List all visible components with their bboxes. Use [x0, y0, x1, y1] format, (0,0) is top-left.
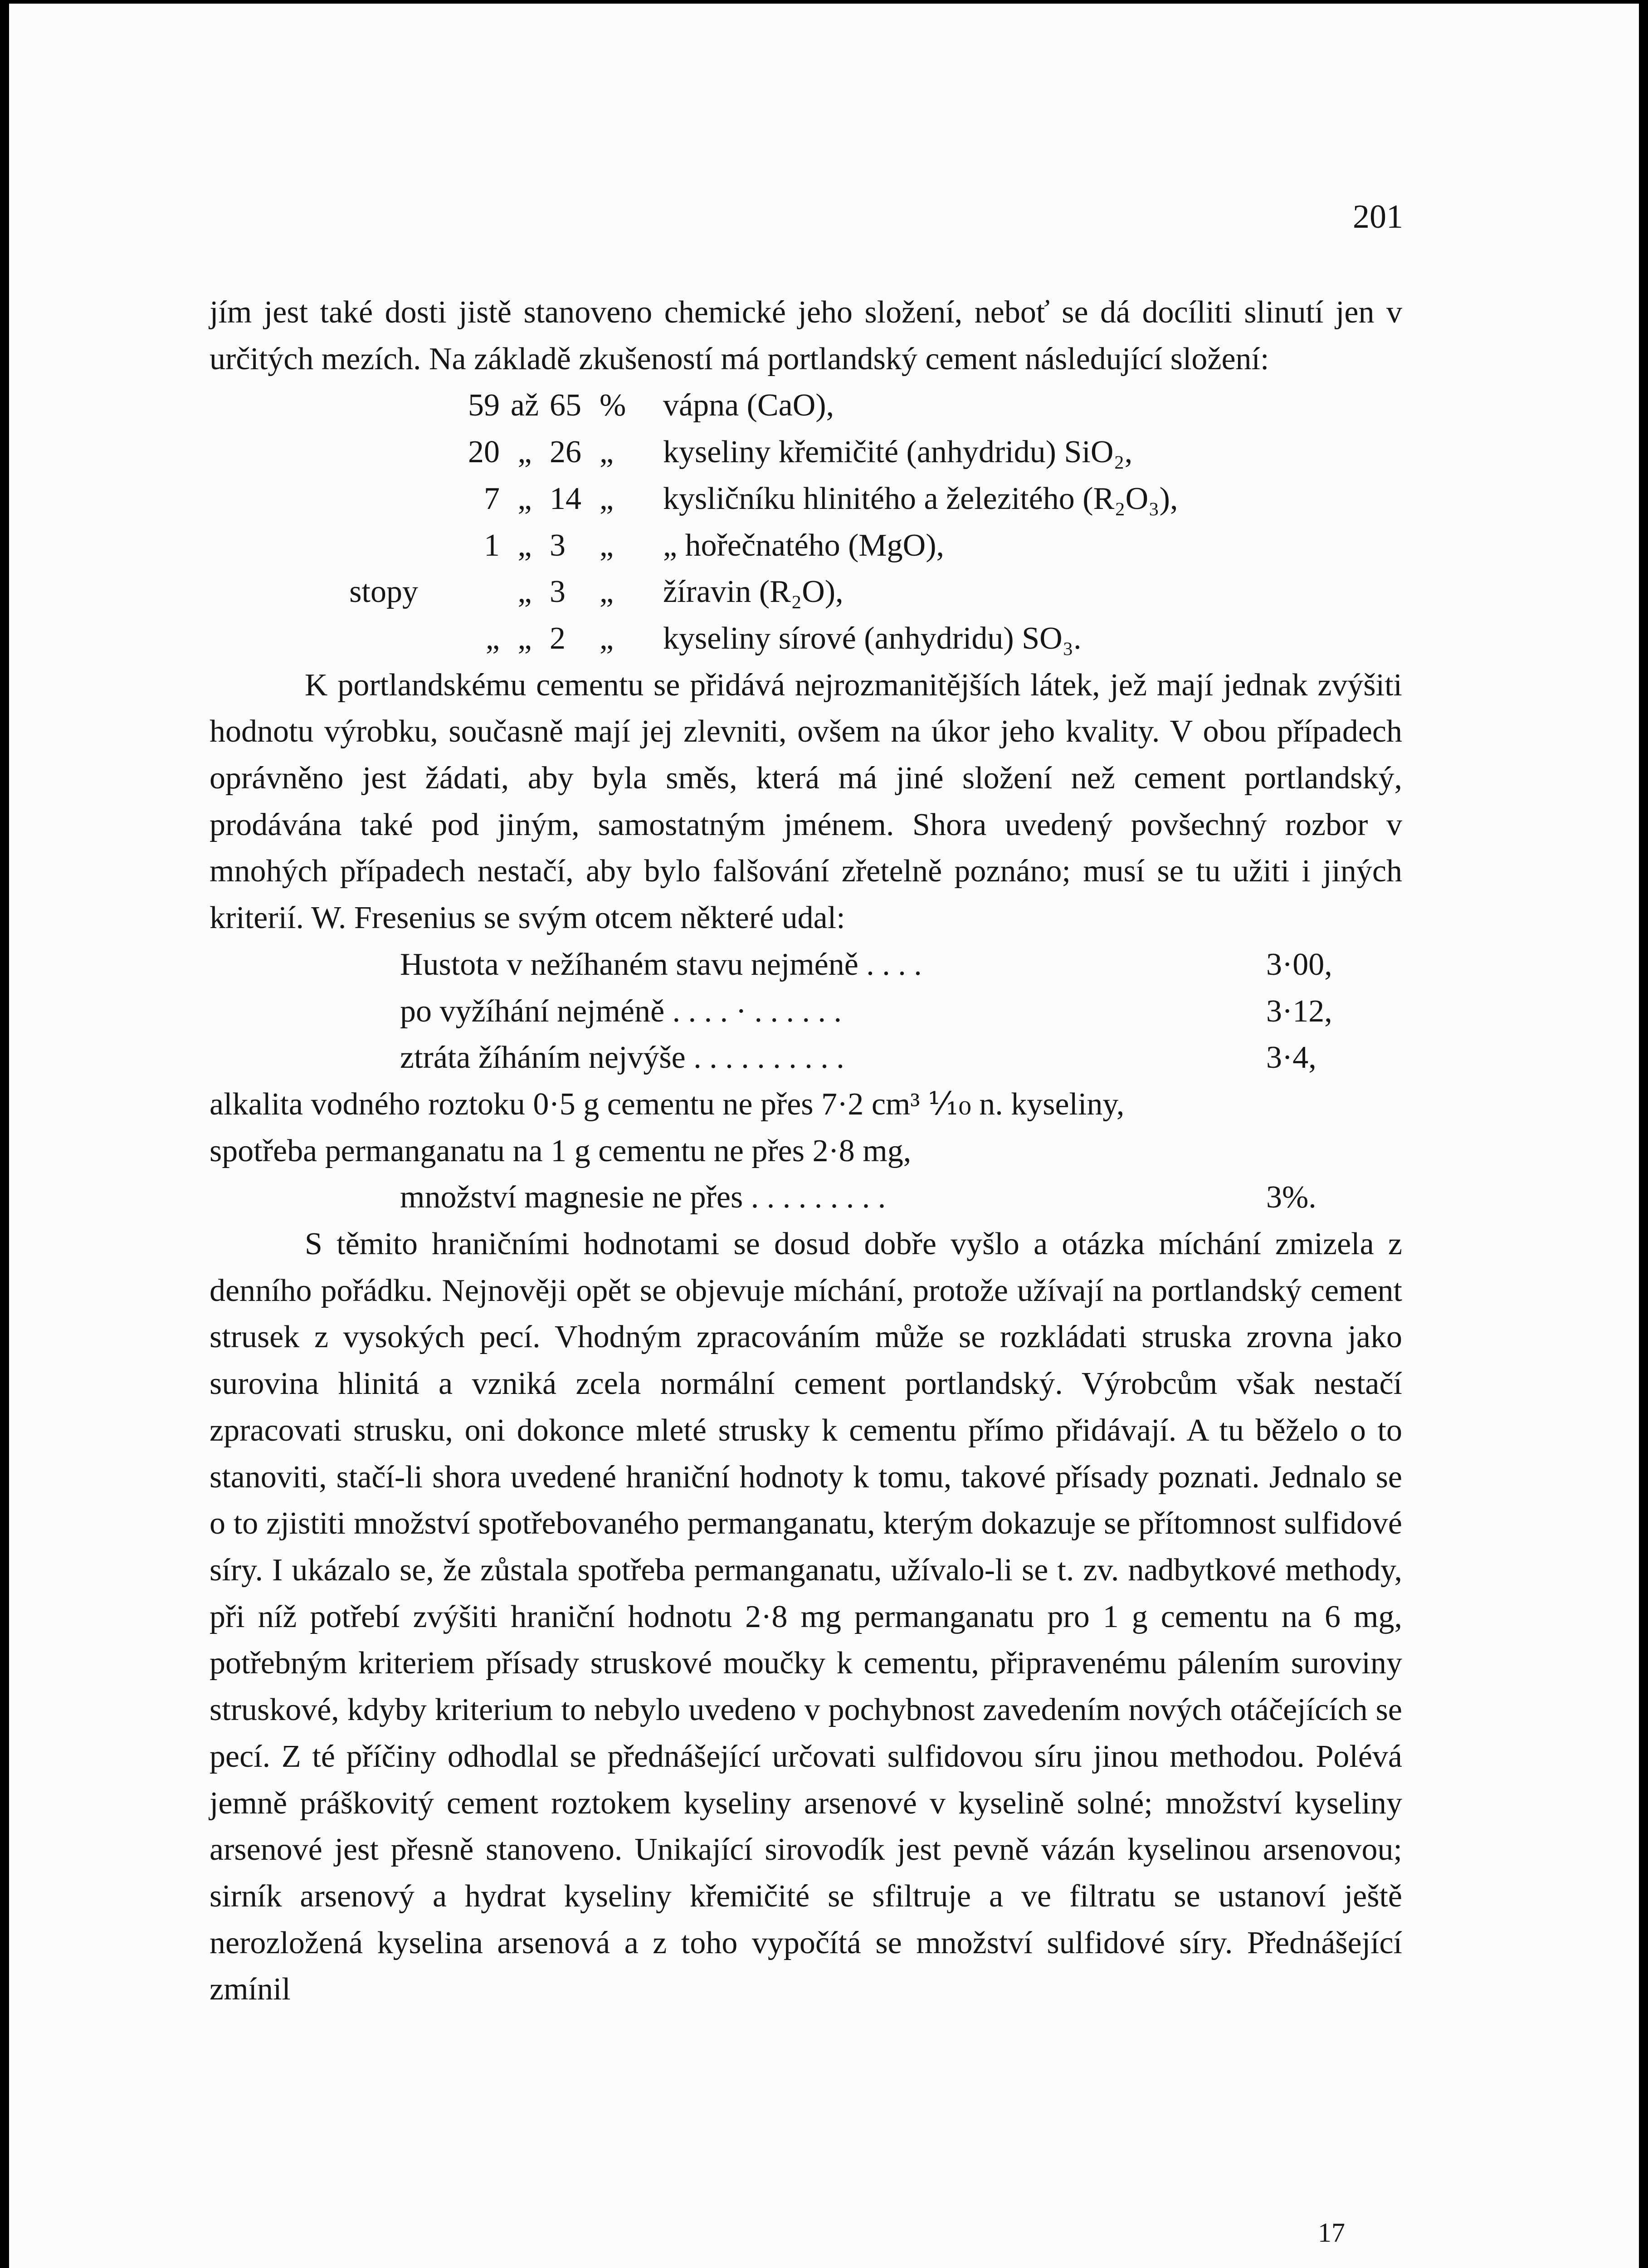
book-page	[9, 4, 1639, 2268]
magnesie-row: množství magnesie ne přes . . . . . . . . . 3%.	[400, 1180, 1316, 1215]
criteria-row: ztráta žíháním nejvýše . . . . . . . . . . 3·4,	[400, 1040, 1316, 1075]
composition-row: 59 až 65 % vápna (CaO),	[468, 388, 834, 423]
alkalita-line: alkalita vodného roztoku 0·5 g cementu ne přes 7·2 cm³ ⅒ n. kyseliny,	[210, 1086, 1125, 1122]
criteria-row: po vyžíhání nejméně . . . . · . . . . . . 3·12,	[400, 993, 1332, 1029]
composition-row: stopy „ 3 „ žíravin (R₂O),	[349, 574, 844, 610]
paragraph-intro: jím jest také dosti jistě stanoveno chemické jeho složení, neboť se dá docíliti slinutí jen v určitých mezích. Na základě zkušeností má portlandský cement následující složení:	[210, 295, 1402, 376]
composition-row: 7 „ 14 „ kysličníku hlinitého a železitého (R₂O₃),	[484, 481, 1178, 516]
composition-row: 20 „ 26 „ kyseliny křemičité (anhydridu) SiO₂,	[468, 435, 1133, 470]
signature-mark: 17	[1318, 2218, 1345, 2248]
page-number: 201	[1353, 198, 1403, 235]
composition-row: „ „ 2 „ kyseliny sírové (anhydridu) SO₃.	[485, 621, 1082, 656]
paragraph-adulteration: K portlandskému cementu se přidává nejrozmanitějších látek, jež mají jednak zvýšiti hodnotu výrobku, současně mají jej zlevniti, ovšem na úkor jeho kvality. V obou případech oprávněno jest žádati, aby byla směs, která má jiné složení než cement portlandský, prodávána také pod jiným, samostatným jménem. Shora uvedený povšechný rozbor v mnohých případech nestačí, aby bylo falšování zřetelně poznáno; musí se tu užiti i jiných kriterií. W. Fresenius se svým otcem některé udal:	[210, 667, 1402, 936]
spotreba-line: spotřeba permanganatu na 1 g cementu ne přes 2·8 mg,	[210, 1133, 912, 1168]
composition-list	[210, 382, 1402, 662]
page-text	[210, 289, 1402, 2013]
criteria-list	[210, 942, 1402, 1081]
criteria-row: Hustota v nežíhaném stavu nejméně . . . . 3·00,	[400, 947, 1332, 982]
paragraph-slag: S těmito hraničními hodnotami se dosud dobře vyšlo a otázka míchání zmizela z denního pořádku. Nejnověji opět se objevuje míchání, protože užívají na portlandský cement strusek z vysokých pecí. Vhodným zpracováním může se rozkládati struska zrovna jako surovina hlinitá a vzniká zcela normální cement portlandský. Výrobcům však nestačí zpracovati strusku, oni dokonce mleté strusky k cementu přímo přidávají. A tu běželo o to stanoviti, stačí-li shora uvedené hraniční hodnoty k tomu, takové přísady poznati. Jednalo se o to zjistiti množství spotřebovaného permanganatu, kterým dokazuje se přítomnost sulfidové síry. I ukázalo se, že zůstala spotřeba permanganatu, užívalo-li se t. zv. nadbytkové methody, při níž potřebí zvýšiti hraniční hodnotu 2·8 mg permanganatu pro 1 g cementu na 6 mg, potřebným kriteriem přísady struskové moučky k cementu, připravenému pálením suroviny struskové, kdyby kriterium to nebylo uvedeno v pochybnost zavedením nových otáčejících se pecí. Z té příčiny odhodlal se přednášející určovati sulfidovou síru jinou methodou. Polévá jemně práškovitý cement roztokem kyseliny arsenové v kyselině solné; množství kyseliny arsenové jest přesně stanoveno. Unikající sirovodík jest pevně vázán kyselinou arsenovou; sirník arsenový a hydrat kyseliny křemičité se sfiltruje a ve filtratu se ustanoví ještě nerozložená kyselina arsenová a z toho vypočítá se množství sulfidové síry. Přednášející zmínil	[210, 1227, 1402, 2007]
composition-row: 1 „ 3 „ „ hořečnatého (MgO),	[484, 528, 945, 563]
